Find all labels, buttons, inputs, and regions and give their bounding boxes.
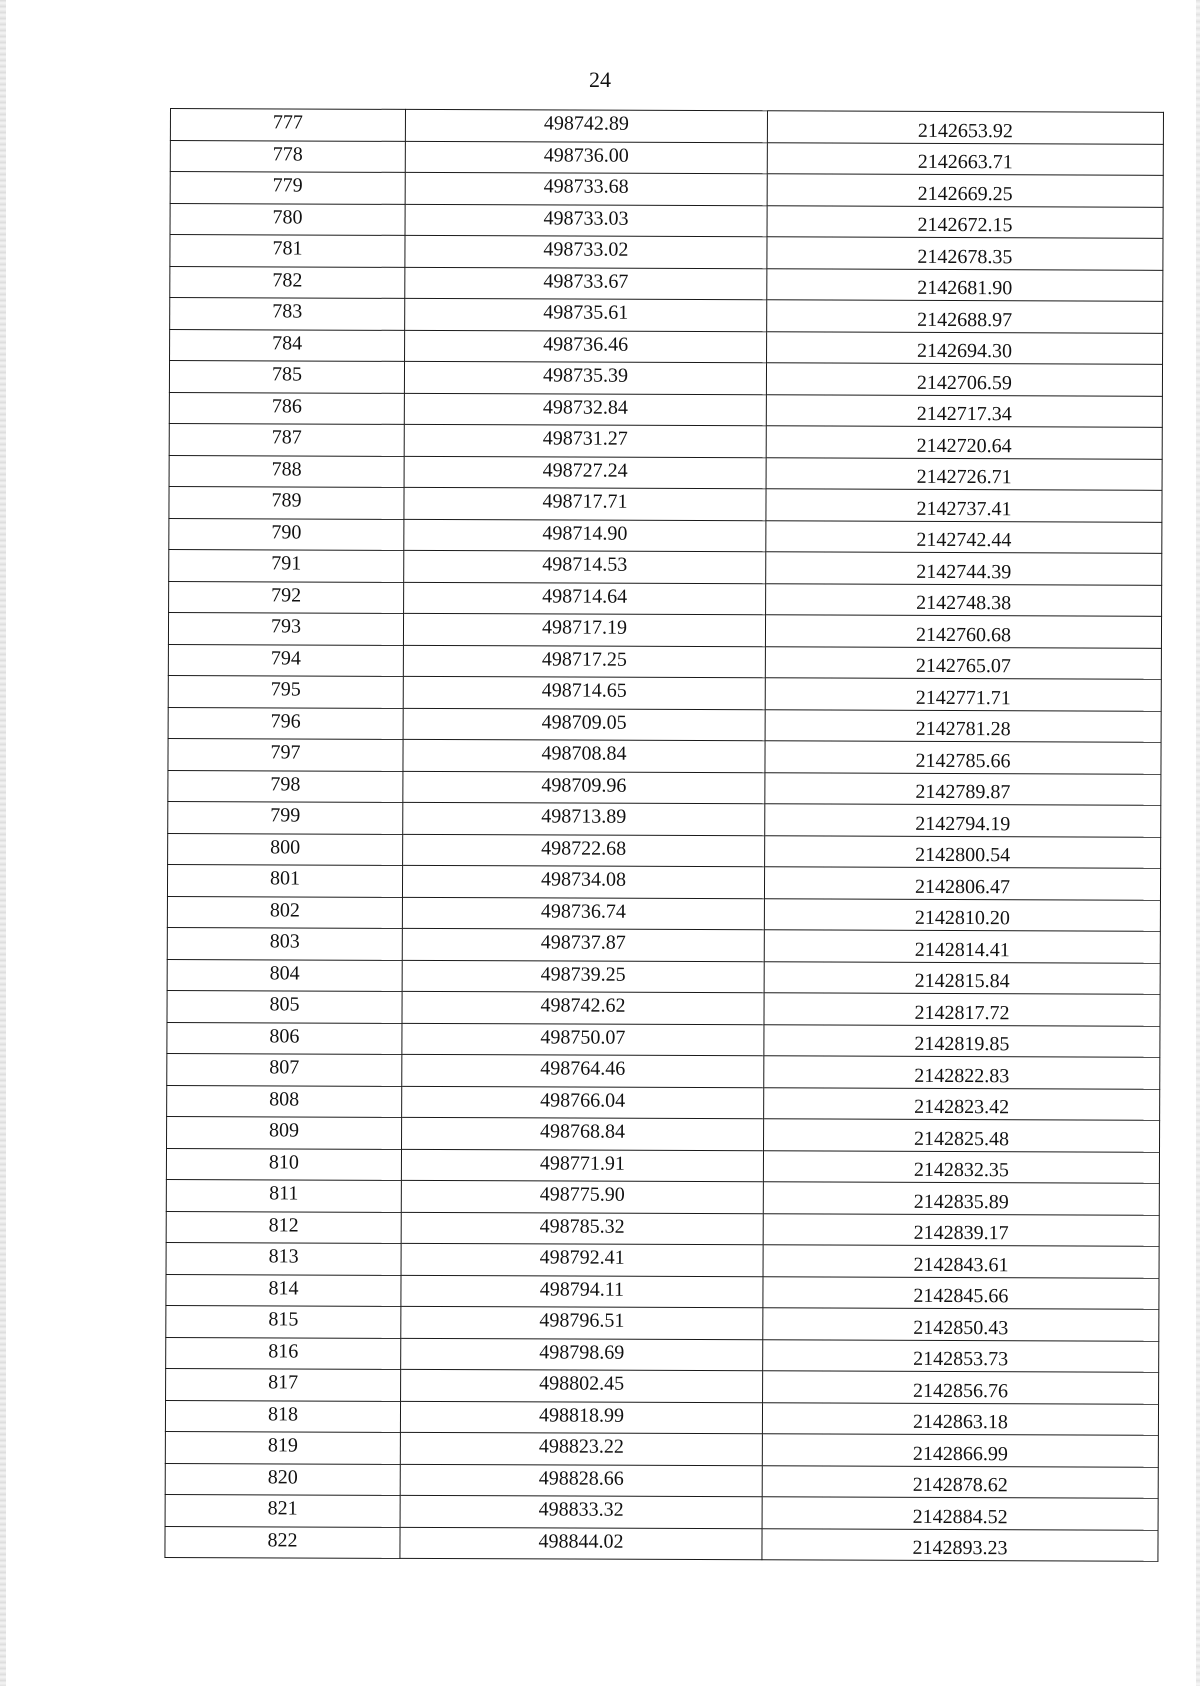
point-id-cell: 791: [169, 549, 404, 581]
table-row: [165, 1400, 1158, 1435]
y-coordinate-cell: 2142810.20: [764, 898, 1160, 931]
x-coordinate-cell: 498736.00: [405, 141, 767, 174]
y-coordinate-cell: 2142845.66: [763, 1276, 1159, 1309]
y-coordinate-cell: 2142789.87: [765, 772, 1161, 805]
y-coordinate-cell: 2142843.61: [763, 1245, 1159, 1278]
x-coordinate-cell: 498708.84: [403, 739, 765, 772]
point-id-cell: 814: [166, 1274, 401, 1306]
y-coordinate-cell: 2142817.72: [764, 993, 1160, 1026]
x-coordinate-cell: 498714.90: [404, 519, 766, 552]
table-row: [168, 770, 1161, 805]
table-row: [169, 392, 1162, 427]
y-coordinate-cell: 2142835.89: [763, 1182, 1159, 1215]
point-id-cell: 821: [165, 1494, 400, 1526]
table-row: [169, 361, 1162, 396]
point-id-cell: 808: [167, 1085, 402, 1117]
point-id-cell: 800: [168, 833, 403, 865]
point-id-cell: 804: [167, 959, 402, 991]
y-coordinate-cell: 2142866.99: [762, 1434, 1158, 1467]
y-coordinate-cell: 2142893.23: [762, 1528, 1158, 1561]
y-coordinate-cell: 2142678.35: [767, 237, 1163, 270]
point-id-cell: 797: [168, 738, 403, 770]
table-row: [169, 581, 1162, 616]
table-row: [167, 1053, 1160, 1088]
y-coordinate-cell: 2142726.71: [766, 457, 1162, 490]
y-coordinate-cell: 2142742.44: [766, 520, 1162, 553]
table-row: [166, 1211, 1159, 1246]
point-id-cell: 780: [170, 203, 405, 235]
x-coordinate-cell: 498818.99: [400, 1401, 762, 1434]
x-coordinate-cell: 498750.07: [402, 1023, 764, 1056]
y-coordinate-cell: 2142822.83: [764, 1056, 1160, 1089]
table-row: [170, 109, 1163, 144]
point-id-cell: 790: [169, 518, 404, 550]
x-coordinate-cell: 498735.61: [405, 298, 767, 331]
point-id-cell: 807: [167, 1053, 402, 1085]
x-coordinate-cell: 498709.96: [403, 771, 765, 804]
x-coordinate-cell: 498735.39: [404, 361, 766, 394]
x-coordinate-cell: 498713.89: [403, 802, 765, 835]
y-coordinate-cell: 2142694.30: [767, 331, 1163, 364]
table-row: [168, 675, 1161, 710]
y-coordinate-cell: 2142771.71: [765, 678, 1161, 711]
point-id-cell: 777: [170, 109, 405, 141]
point-id-cell: 815: [166, 1305, 401, 1337]
point-id-cell: 783: [170, 298, 405, 330]
table-row: [169, 549, 1162, 584]
point-id-cell: 787: [169, 423, 404, 455]
scan-edge-left: [0, 0, 6, 1686]
table-row: [167, 990, 1160, 1025]
table-row: [166, 1242, 1159, 1277]
x-coordinate-cell: 498771.91: [401, 1149, 763, 1182]
x-coordinate-cell: 498733.02: [405, 235, 767, 268]
x-coordinate-cell: 498733.03: [405, 204, 767, 237]
y-coordinate-cell: 2142781.28: [765, 709, 1161, 742]
x-coordinate-cell: 498733.67: [405, 267, 767, 300]
x-coordinate-cell: 498714.53: [404, 550, 766, 583]
x-coordinate-cell: 498785.32: [401, 1212, 763, 1245]
x-coordinate-cell: 498823.22: [400, 1432, 762, 1465]
x-coordinate-cell: 498768.84: [402, 1117, 764, 1150]
point-id-cell: 789: [169, 486, 404, 518]
point-id-cell: 792: [169, 581, 404, 613]
y-coordinate-cell: 2142663.71: [767, 142, 1163, 175]
scan-edge-right: [1196, 0, 1200, 1686]
page-number: 24: [589, 67, 611, 92]
table-row: [166, 1179, 1159, 1214]
x-coordinate-cell: 498844.02: [400, 1527, 762, 1560]
x-coordinate-cell: 498736.74: [402, 897, 764, 930]
y-coordinate-cell: 2142856.76: [763, 1371, 1159, 1404]
y-coordinate-cell: 2142717.34: [766, 394, 1162, 427]
table-row: [165, 1463, 1158, 1498]
table-row: [166, 1274, 1159, 1309]
y-coordinate-cell: 2142832.35: [763, 1150, 1159, 1183]
x-coordinate-cell: 498714.65: [403, 676, 765, 709]
table-row: [168, 612, 1161, 647]
x-coordinate-cell: 498833.32: [400, 1495, 762, 1528]
y-coordinate-cell: 2142884.52: [762, 1497, 1158, 1530]
point-id-cell: 778: [170, 140, 405, 172]
table-row: [169, 518, 1162, 553]
x-coordinate-cell: 498731.27: [404, 424, 766, 457]
x-coordinate-cell: 498737.87: [402, 928, 764, 961]
y-coordinate-cell: 2142720.64: [766, 426, 1162, 459]
table-row: [170, 235, 1163, 270]
coordinate-table-body: [165, 109, 1164, 1562]
x-coordinate-cell: 498792.41: [401, 1243, 763, 1276]
y-coordinate-cell: 2142706.59: [766, 363, 1162, 396]
y-coordinate-cell: 2142744.39: [766, 552, 1162, 585]
point-id-cell: 793: [168, 612, 403, 644]
y-coordinate-cell: 2142825.48: [764, 1119, 1160, 1152]
point-id-cell: 801: [167, 864, 402, 896]
x-coordinate-cell: 498722.68: [403, 834, 765, 867]
x-coordinate-cell: 498736.46: [405, 330, 767, 363]
table-row: [167, 864, 1160, 899]
y-coordinate-cell: 2142672.15: [767, 205, 1163, 238]
y-coordinate-cell: 2142850.43: [763, 1308, 1159, 1341]
table-row: [169, 455, 1162, 490]
y-coordinate-cell: 2142878.62: [762, 1465, 1158, 1498]
point-id-cell: 822: [165, 1526, 400, 1558]
point-id-cell: 811: [166, 1179, 401, 1211]
y-coordinate-cell: 2142669.25: [767, 174, 1163, 207]
y-coordinate-cell: 2142853.73: [763, 1339, 1159, 1372]
x-coordinate-cell: 498709.05: [403, 708, 765, 741]
table-row: [170, 266, 1163, 301]
table-row: [170, 298, 1163, 333]
table-row: [166, 1305, 1159, 1340]
x-coordinate-cell: 498717.25: [403, 645, 765, 678]
x-coordinate-cell: 498742.89: [405, 109, 767, 142]
y-coordinate-cell: 2142748.38: [766, 583, 1162, 616]
table-row: [165, 1526, 1158, 1561]
x-coordinate-cell: 498717.19: [403, 613, 765, 646]
table-row: [167, 959, 1160, 994]
table-row: [167, 1085, 1160, 1120]
table-row: [166, 1368, 1159, 1403]
point-id-cell: 794: [168, 644, 403, 676]
x-coordinate-cell: 498732.84: [404, 393, 766, 426]
y-coordinate-cell: 2142839.17: [763, 1213, 1159, 1246]
point-id-cell: 805: [167, 990, 402, 1022]
table-row: [168, 644, 1161, 679]
table-row: [165, 1494, 1158, 1529]
x-coordinate-cell: 498828.66: [400, 1464, 762, 1497]
point-id-cell: 785: [169, 361, 404, 393]
y-coordinate-cell: 2142815.84: [764, 961, 1160, 994]
coordinate-table: [164, 108, 1164, 1562]
point-id-cell: 795: [168, 675, 403, 707]
y-coordinate-cell: 2142737.41: [766, 489, 1162, 522]
y-coordinate-cell: 2142688.97: [767, 300, 1163, 333]
x-coordinate-cell: 498796.51: [401, 1306, 763, 1339]
y-coordinate-cell: 2142681.90: [767, 268, 1163, 301]
y-coordinate-cell: 2142819.85: [764, 1024, 1160, 1057]
y-coordinate-cell: 2142800.54: [765, 835, 1161, 868]
table-row: [169, 423, 1162, 458]
point-id-cell: 806: [167, 1022, 402, 1054]
table-row: [168, 738, 1161, 773]
point-id-cell: 817: [166, 1368, 401, 1400]
point-id-cell: 809: [167, 1116, 402, 1148]
y-coordinate-cell: 2142863.18: [762, 1402, 1158, 1435]
point-id-cell: 784: [170, 329, 405, 361]
x-coordinate-cell: 498734.08: [402, 865, 764, 898]
table-row: [166, 1148, 1159, 1183]
table-row: [170, 203, 1163, 238]
x-coordinate-cell: 498794.11: [401, 1275, 763, 1308]
point-id-cell: 819: [165, 1431, 400, 1463]
x-coordinate-cell: 498742.62: [402, 991, 764, 1024]
table-row: [166, 1337, 1159, 1372]
x-coordinate-cell: 498733.68: [405, 172, 767, 205]
y-coordinate-cell: 2142760.68: [765, 615, 1161, 648]
x-coordinate-cell: 498764.46: [402, 1054, 764, 1087]
table-row: [170, 172, 1163, 207]
x-coordinate-cell: 498739.25: [402, 960, 764, 993]
y-coordinate-cell: 2142794.19: [765, 804, 1161, 837]
point-id-cell: 779: [170, 172, 405, 204]
point-id-cell: 803: [167, 927, 402, 959]
point-id-cell: 786: [169, 392, 404, 424]
point-id-cell: 796: [168, 707, 403, 739]
point-id-cell: 820: [165, 1463, 400, 1495]
table-row: [169, 486, 1162, 521]
x-coordinate-cell: 498775.90: [401, 1180, 763, 1213]
x-coordinate-cell: 498714.64: [404, 582, 766, 615]
table-row: [170, 140, 1163, 175]
table-row: [168, 801, 1161, 836]
table-row: [167, 927, 1160, 962]
point-id-cell: 813: [166, 1242, 401, 1274]
y-coordinate-cell: 2142814.41: [764, 930, 1160, 963]
y-coordinate-cell: 2142823.42: [764, 1087, 1160, 1120]
table-row: [167, 1116, 1160, 1151]
x-coordinate-cell: 498766.04: [402, 1086, 764, 1119]
y-coordinate-cell: 2142765.07: [765, 646, 1161, 679]
table-row: [165, 1431, 1158, 1466]
table-row: [168, 833, 1161, 868]
point-id-cell: 818: [165, 1400, 400, 1432]
y-coordinate-cell: 2142806.47: [764, 867, 1160, 900]
table-row: [168, 707, 1161, 742]
point-id-cell: 781: [170, 235, 405, 267]
table-row: [170, 329, 1163, 364]
point-id-cell: 812: [166, 1211, 401, 1243]
point-id-cell: 802: [167, 896, 402, 928]
point-id-cell: 782: [170, 266, 405, 298]
table-row: [167, 896, 1160, 931]
point-id-cell: 810: [166, 1148, 401, 1180]
point-id-cell: 816: [166, 1337, 401, 1369]
x-coordinate-cell: 498727.24: [404, 456, 766, 489]
x-coordinate-cell: 498798.69: [401, 1338, 763, 1371]
point-id-cell: 788: [169, 455, 404, 487]
x-coordinate-cell: 498717.71: [404, 487, 766, 520]
y-coordinate-cell: 2142653.92: [767, 111, 1163, 144]
x-coordinate-cell: 498802.45: [401, 1369, 763, 1402]
point-id-cell: 799: [168, 801, 403, 833]
y-coordinate-cell: 2142785.66: [765, 741, 1161, 774]
point-id-cell: 798: [168, 770, 403, 802]
table-row: [167, 1022, 1160, 1057]
